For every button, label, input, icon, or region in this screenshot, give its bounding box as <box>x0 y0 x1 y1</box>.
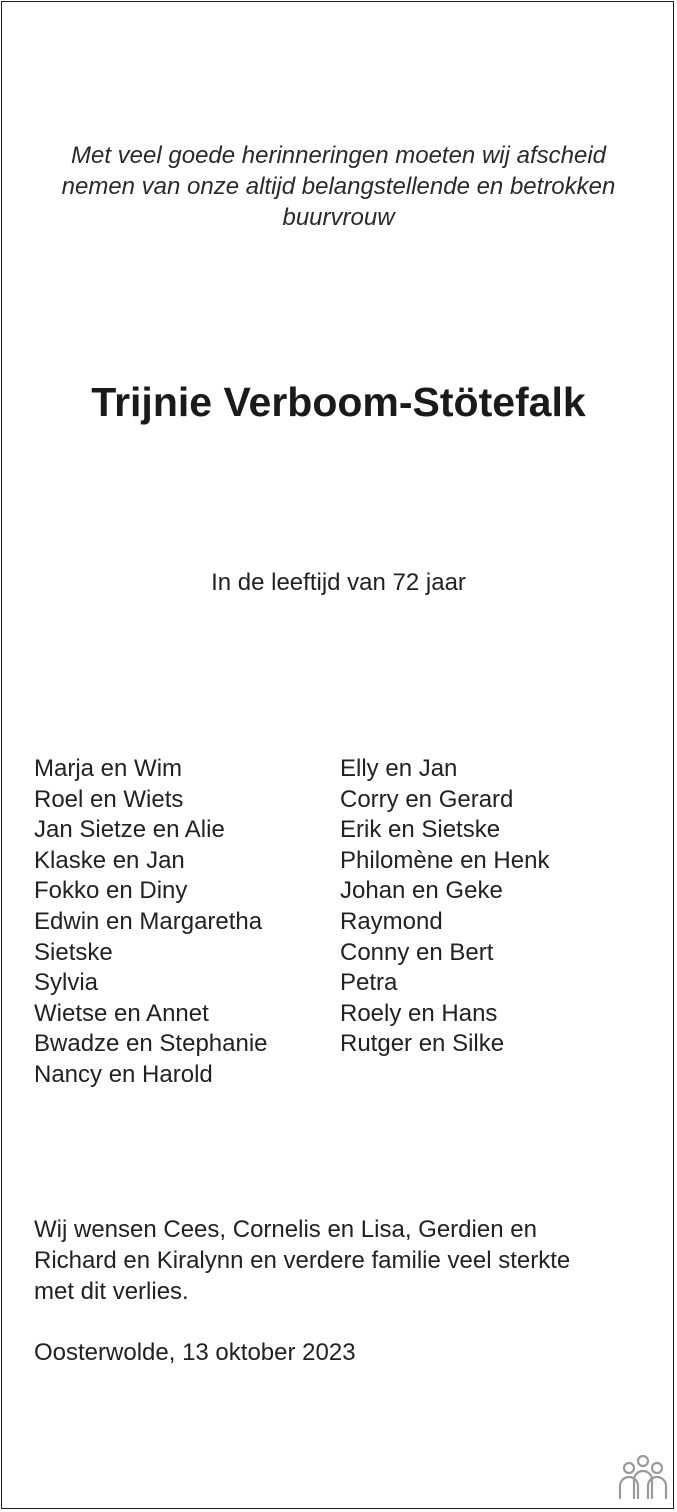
intro-text <box>20 140 657 233</box>
signatory: Nancy en Harold <box>34 1060 213 1088</box>
signatory: Edwin en Margaretha <box>34 907 263 935</box>
signatory: Philomène en Henk <box>340 846 550 874</box>
signatory: Elly en Jan <box>340 755 458 782</box>
intro-line: buurvrouw <box>282 204 395 231</box>
signatory: Conny en Bert <box>340 938 494 966</box>
signatory: Sylvia <box>34 969 99 997</box>
signatory: Roely en Hans <box>340 999 498 1027</box>
signatory: Rutger en Silke <box>340 1030 505 1058</box>
intro-line: nemen van onze altijd belangstellende en betrokken <box>61 173 616 200</box>
signatories-right-column <box>340 754 549 1060</box>
signatory: Klaske en Jan <box>34 846 185 874</box>
signatory: Corry en Gerard <box>340 785 514 813</box>
condolence-message <box>34 1214 644 1307</box>
people-group-icon <box>617 1454 669 1500</box>
message-line: met dit verlies. <box>34 1278 189 1305</box>
message-line: Richard en Kiralynn en verdere familie veel sterkte <box>34 1247 571 1274</box>
intro-line: Met veel goede herinneringen moeten wij afscheid <box>71 142 606 169</box>
deceased-name: Trijnie Verboom-Stötefalk <box>91 379 586 425</box>
signatory: Johan en Geke <box>340 877 503 905</box>
signatory: Jan Sietze en Alie <box>34 816 225 844</box>
signatory: Fokko en Diny <box>34 877 188 905</box>
age-text: In de leeftijd van 72 jaar <box>211 569 466 596</box>
signatory: Erik en Sietske <box>340 816 501 844</box>
signatory: Raymond <box>340 907 443 935</box>
signatory: Marja en Wim <box>34 755 183 782</box>
message-line: Wij wensen Cees, Cornelis en Lisa, Gerdien en <box>34 1216 537 1243</box>
signatory: Bwadze en Stephanie <box>34 1030 268 1058</box>
signatories-left-column <box>34 754 268 1091</box>
signatory: Roel en Wiets <box>34 785 184 813</box>
signatory: Wietse en Annet <box>34 999 209 1027</box>
place-date: Oosterwolde, 13 oktober 2023 <box>34 1339 356 1366</box>
signatory: Petra <box>340 969 398 997</box>
signatory: Sietske <box>34 938 113 966</box>
